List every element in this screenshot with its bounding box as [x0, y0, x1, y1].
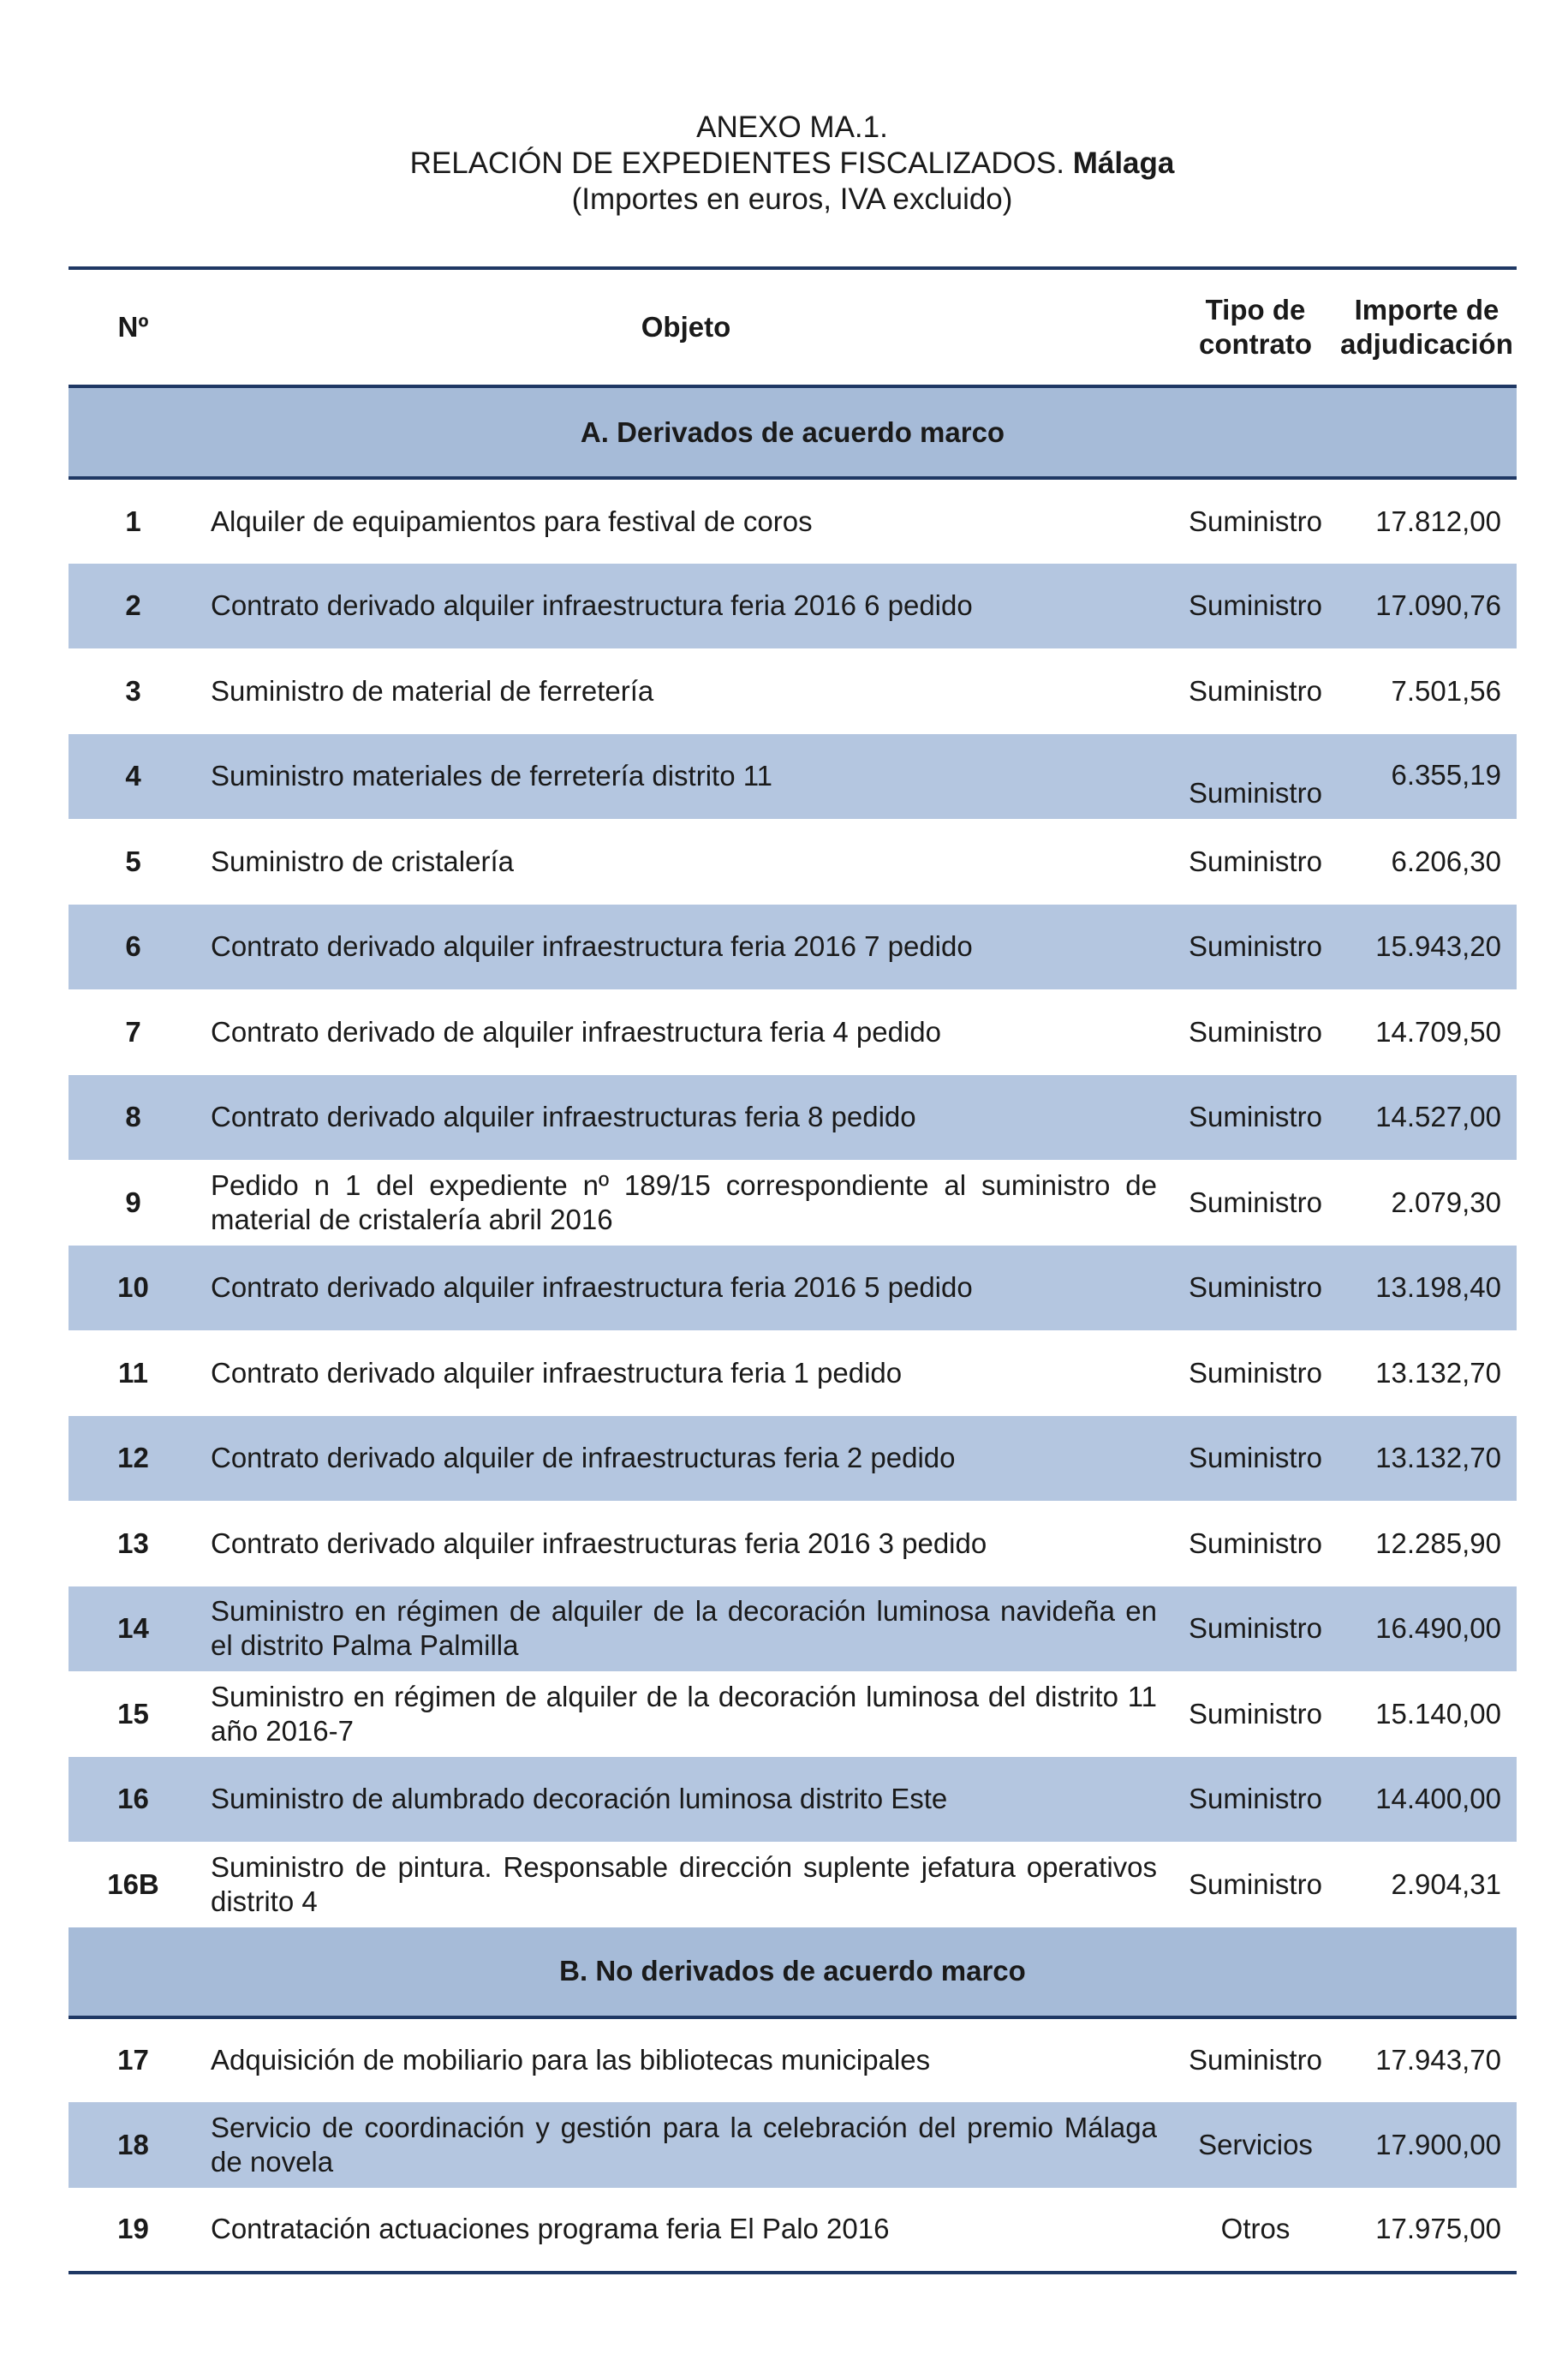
row-objeto: Pedido n 1 del expediente nº 189/15 correspondiente al suministro de material de cristalería abril 2016	[211, 1168, 1157, 1235]
document-title	[0, 110, 1568, 218]
row-objeto: Contrato derivado alquiler de infraestructuras feria 2 pedido	[198, 1416, 1174, 1502]
table-row	[69, 1757, 1517, 1843]
row-importe: 6.206,30	[1391, 845, 1501, 877]
row-importe: 13.132,70	[1337, 1416, 1517, 1502]
row-tipo: Suministro	[1189, 1697, 1322, 1730]
row-objeto: Contratación actuaciones programa feria El Palo 2016	[211, 2213, 890, 2245]
header-objeto: Objeto	[641, 311, 731, 343]
section-label: A. Derivados de acuerdo marco	[69, 386, 1517, 478]
row-tipo: Suministro	[1189, 1186, 1322, 1218]
table-row	[69, 1671, 1517, 1757]
annex-title: ANEXO MA.1.	[696, 111, 888, 144]
row-objeto: Contrato derivado alquiler infraestructura feria 2016 6 pedido	[198, 564, 1174, 649]
row-number: 17	[117, 2044, 149, 2076]
row-importe: 7.501,56	[1391, 674, 1501, 707]
row-tipo: Suministro	[1174, 1416, 1337, 1502]
table-row	[69, 1246, 1517, 1331]
row-objeto: Suministro de cristalería	[211, 845, 514, 877]
table-row	[69, 1330, 1517, 1416]
row-objeto: Servicio de coordinación y gestión para la celebración del premio Málaga de novela	[198, 2102, 1174, 2188]
row-importe: 17.943,70	[1375, 2044, 1501, 2076]
row-importe: 12.285,90	[1375, 1527, 1501, 1559]
section-header-row	[69, 1927, 1517, 2017]
row-number: 10	[69, 1246, 198, 1331]
row-objeto: Adquisición de mobiliario para las bibliotecas municipales	[211, 2044, 931, 2076]
row-number: 1	[125, 505, 141, 537]
table-row	[69, 989, 1517, 1075]
row-number: 9	[125, 1186, 141, 1218]
row-tipo: Suministro	[1174, 734, 1337, 820]
row-objeto: Suministro en régimen de alquiler de la decoración luminosa del distrito 11 año 2016-7	[211, 1680, 1157, 1747]
table-row	[69, 905, 1517, 990]
row-tipo: Suministro	[1174, 1586, 1337, 1672]
row-tipo: Suministro	[1174, 905, 1337, 990]
row-objeto: Suministro en régimen de alquiler de la decoración luminosa navideña en el distrito Palma Palmilla	[198, 1586, 1174, 1672]
row-objeto: Suministro de alumbrado decoración luminosa distrito Este	[198, 1757, 1174, 1843]
row-number: 13	[117, 1527, 149, 1559]
row-objeto: Contrato derivado alquiler infraestructura feria 2016 5 pedido	[198, 1246, 1174, 1331]
row-tipo: Suministro	[1189, 1867, 1322, 1900]
table-row	[69, 478, 1517, 564]
row-number: 19	[117, 2213, 149, 2245]
report-subtitle: (Importes en euros, IVA excluido)	[571, 182, 1013, 216]
row-tipo: Otros	[1220, 2213, 1291, 2245]
row-objeto: Contrato derivado alquiler infraestructura feria 2016 7 pedido	[198, 905, 1174, 990]
row-number: 2	[69, 564, 198, 649]
row-tipo: Suministro	[1174, 1757, 1337, 1843]
row-number: 4	[69, 734, 198, 820]
row-number: 5	[125, 845, 141, 877]
row-objeto: Contrato derivado alquiler infraestructuras feria 8 pedido	[198, 1075, 1174, 1161]
row-importe: 16.490,00	[1337, 1586, 1517, 1672]
row-number: 8	[69, 1075, 198, 1161]
row-importe: 14.527,00	[1337, 1075, 1517, 1161]
row-number: 16B	[107, 1867, 159, 1900]
table-row	[69, 1075, 1517, 1161]
table-row	[69, 2102, 1517, 2188]
row-tipo: Suministro	[1189, 2044, 1322, 2076]
table-row	[69, 648, 1517, 734]
row-objeto: Contrato derivado alquiler infraestructura feria 1 pedido	[211, 1356, 903, 1389]
row-tipo: Suministro	[1189, 1527, 1322, 1559]
report-title-place: Málaga	[1072, 146, 1175, 180]
row-importe: 15.140,00	[1375, 1697, 1501, 1730]
row-objeto: Suministro de pintura. Responsable dirección suplente jefatura operativos distrito 4	[211, 1850, 1157, 1917]
row-importe: 6.355,19	[1337, 734, 1517, 820]
table-row	[69, 819, 1517, 905]
row-tipo: Suministro	[1189, 674, 1322, 707]
expedientes-table	[69, 266, 1517, 2274]
row-importe: 17.900,00	[1337, 2102, 1517, 2188]
row-number: 3	[125, 674, 141, 707]
row-tipo: Suministro	[1189, 845, 1322, 877]
row-importe: 17.812,00	[1375, 505, 1501, 537]
table-row	[69, 2188, 1517, 2273]
row-tipo: Suministro	[1189, 1015, 1322, 1048]
header-tipo: Tipo de contrato	[1199, 294, 1312, 360]
row-tipo: Suministro	[1174, 1075, 1337, 1161]
row-importe: 2.904,31	[1391, 1867, 1501, 1900]
row-importe: 13.132,70	[1375, 1356, 1501, 1389]
table-header-row	[69, 268, 1517, 386]
row-tipo: Suministro	[1189, 1356, 1322, 1389]
row-objeto: Suministro de material de ferretería	[211, 674, 654, 707]
row-objeto: Contrato derivado alquiler infraestructuras feria 2016 3 pedido	[211, 1527, 987, 1559]
row-importe: 2.079,30	[1391, 1186, 1501, 1218]
report-title	[0, 146, 1568, 182]
table-row	[69, 1416, 1517, 1502]
row-number: 14	[69, 1586, 198, 1672]
row-number: 11	[118, 1356, 148, 1389]
row-number: 12	[69, 1416, 198, 1502]
table-row	[69, 1842, 1517, 1927]
row-number: 7	[125, 1015, 141, 1048]
row-objeto: Contrato derivado de alquiler infraestructura feria 4 pedido	[211, 1015, 942, 1048]
row-tipo: Suministro	[1174, 1246, 1337, 1331]
row-tipo: Suministro	[1189, 505, 1322, 537]
report-title-main: RELACIÓN DE EXPEDIENTES FISCALIZADOS.	[409, 146, 1064, 180]
table-row	[69, 1586, 1517, 1672]
table-row	[69, 734, 1517, 820]
section-header-row	[69, 386, 1517, 478]
row-importe: 17.975,00	[1375, 2213, 1501, 2245]
table-row	[69, 564, 1517, 649]
row-importe: 15.943,20	[1337, 905, 1517, 990]
row-objeto: Alquiler de equipamientos para festival de coros	[211, 505, 813, 537]
row-number: 6	[69, 905, 198, 990]
row-number: 18	[69, 2102, 198, 2188]
row-importe: 17.090,76	[1337, 564, 1517, 649]
row-importe: 13.198,40	[1337, 1246, 1517, 1331]
row-importe: 14.400,00	[1337, 1757, 1517, 1843]
table-row	[69, 2017, 1517, 2103]
table-row	[69, 1501, 1517, 1586]
table-body	[69, 386, 1517, 2273]
row-tipo: Servicios	[1174, 2102, 1337, 2188]
row-number: 15	[117, 1697, 149, 1730]
row-tipo: Suministro	[1174, 564, 1337, 649]
row-objeto: Suministro materiales de ferretería distrito 11	[198, 734, 1174, 820]
header-num: Nº	[117, 311, 149, 343]
row-importe: 14.709,50	[1375, 1015, 1501, 1048]
section-label: B. No derivados de acuerdo marco	[69, 1927, 1517, 2017]
table-row	[69, 1160, 1517, 1246]
header-importe: Importe de adjudicación	[1340, 294, 1513, 360]
row-number: 16	[69, 1757, 198, 1843]
